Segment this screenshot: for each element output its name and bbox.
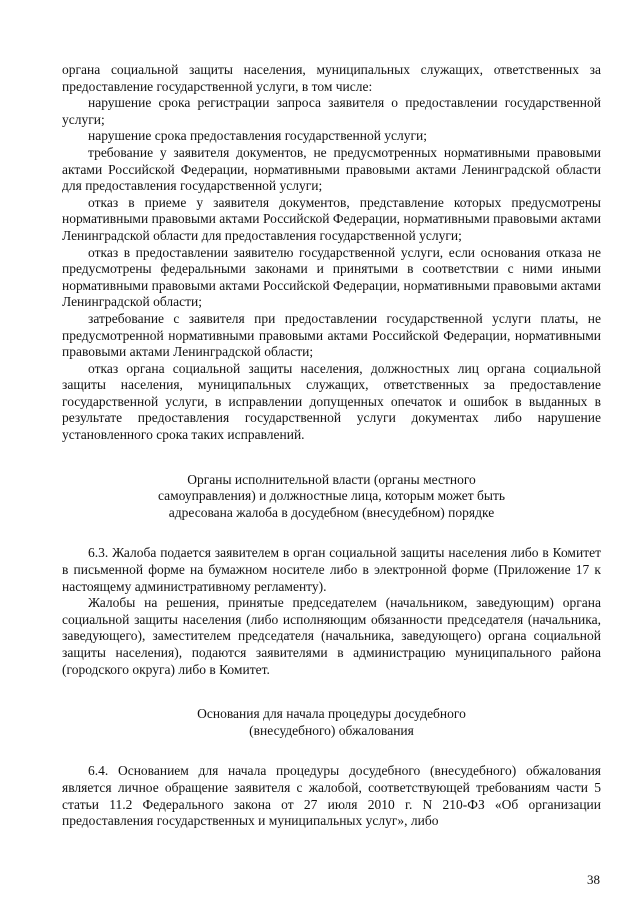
section-6-3-paragraph-2: Жалобы на решения, принятые председателем (начальником, заведующим) органа социальной защиты населения (либо исполняющим обязанности председателя (начальника, заведующего), заместителем председателя (начальника, заведующего) органа социальной защиты населения), подаются заявителями в администрацию муниципального района (городского округа) либо в Комитет.	[62, 595, 601, 677]
list-item: требование у заявителя документов, не предусмотренных нормативными правовыми актами Российской Федерации, нормативными правовыми актами Ленинградской области для предоставления государственной услуги;	[62, 144, 601, 194]
page-content	[62, 62, 601, 830]
section-6-3-paragraph: 6.3. Жалоба подается заявителем в орган социальной защиты населения либо в Комитет в письменной форме на бумажном носителе либо в электронной форме (Приложение 17 к настоящему административному регламенту).	[62, 545, 601, 594]
page-number: 38	[587, 872, 600, 887]
section-heading-appeal-grounds	[62, 706, 601, 739]
heading-line: адресована жалоба в досудебном (внесудебном) порядке	[168, 504, 495, 520]
section-heading-complaint-addressees	[62, 472, 601, 522]
list-item: затребование с заявителя при предоставлении государственной услуги платы, не предусмотренной нормативными правовыми актами Российской Федерации, нормативными правовыми актами Ленинградской области;	[62, 310, 601, 360]
heading-line: самоуправления) и должностные лица, которым может быть	[157, 488, 506, 504]
section-6-4-paragraph: 6.4. Основанием для начала процедуры досудебного (внесудебного) обжалования является личное обращение заявителя с жалобой, соответствующей требованиям части 5 статьи 11.2 Федерального закона от 27 июля 2010 г. N 210-ФЗ «Об организации предоставления государственных и муниципальных услуг», либо	[62, 763, 601, 829]
list-item: отказ в предоставлении заявителю государственной услуги, если основания отказа не предусмотрены федеральными законами и принятыми в соответствии с ними иными нормативными правовыми актами Российской Федерации, нормативными правовыми актами Ленинградской области;	[62, 244, 601, 310]
intro-paragraph: органа социальной защиты населения, муниципальных служащих, ответственных за предоставление государственной услуги, в том числе:	[62, 62, 601, 94]
list-item: отказ органа социальной защиты населения, должностных лиц органа социальной защиты населения, муниципальных служащих, ответственных за предоставление государственной услуги, в исправлении допущенных опечаток и ошибок в выданных в результате предоставления государственной услуги документах либо нарушение установленного срока таких исправлений.	[62, 360, 601, 443]
heading-line: (внесудебного) обжалования	[249, 722, 414, 738]
list-item: нарушение срока регистрации запроса заявителя о предоставлении государственной услуги;	[62, 95, 601, 127]
list-item: нарушение срока предоставления государственной услуги;	[88, 128, 428, 144]
heading-line: Органы исполнительной власти (органы местного	[187, 471, 476, 487]
heading-line: Основания для начала процедуры досудебного	[197, 706, 466, 722]
list-item: отказ в приеме у заявителя документов, представление которых предусмотрены нормативными правовыми актами Российской Федерации, нормативными правовыми актами Ленинградской области для предоставления государственной услуги;	[62, 194, 601, 243]
